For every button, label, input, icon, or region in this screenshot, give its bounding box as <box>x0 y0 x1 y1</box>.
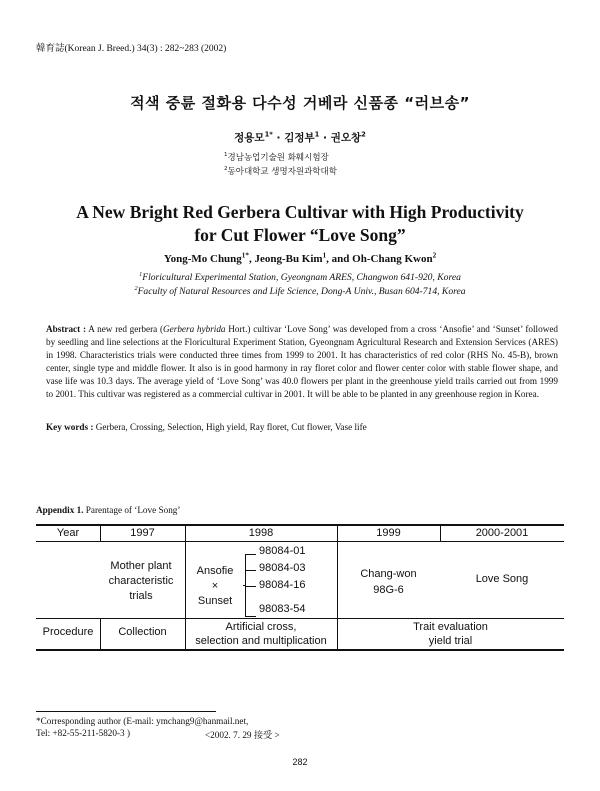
header-year: Year <box>56 527 80 539</box>
procedure-label: Procedure <box>42 626 94 638</box>
parent-ansofie: Ansofie <box>196 565 234 577</box>
bracket-tick <box>245 586 256 587</box>
header-1997: 1997 <box>130 527 155 539</box>
english-affiliation-1 <box>0 272 600 283</box>
header-2000-2001: 2000-2001 <box>475 527 529 539</box>
english-author-name: Jeong-Bu Kim <box>254 253 323 265</box>
mother-plant-trials <box>98 559 184 604</box>
author-separator: , <box>248 253 255 265</box>
affiliation-superscript: 1 <box>139 270 143 278</box>
selection-line: 98084-03 <box>259 562 306 574</box>
table-row-rule <box>36 618 564 619</box>
selection-line: 98084-16 <box>259 579 306 591</box>
bracket-tick <box>245 616 256 617</box>
author-superscript: 1 <box>314 130 320 139</box>
affiliation-text: Floricultural Experimental Station, Gyeongnam ARES, Changwon 641-920, Korea <box>142 272 461 283</box>
page-number: 282 <box>292 757 308 767</box>
parent-cross <box>189 564 241 609</box>
appendix-label: Appendix 1. <box>36 505 84 515</box>
affiliation-text: 동아대학교 생명자원과학대학 <box>227 167 337 177</box>
bracket-tick <box>245 570 256 571</box>
cross-symbol: × <box>211 580 219 592</box>
header-1999: 1999 <box>376 527 401 539</box>
author-superscript: 1* <box>241 251 249 260</box>
mother-line-3: trials <box>129 590 153 602</box>
abstract-text-continued: Hort.) cultivar ‘Love Song’ was developed from a cross ‘Ansofie’ and ‘Sunset’ followed by seedling and line selections at the Floricultural Experiment Station, Gyeongnam Agricultural Research and Extension Services (ARES) in 1998. Characteristics trials were conducted three times from 1999 to 2001. It has characteristics of red color (RHS No. 45-B), brown center, single type and middle flower. It also is in good harmony in ray floret color and flower center color with stable flower shape, and vase life was 10.3 days. The average yield of ‘Love Song’ was 40.0 flowers per plant in the greenhouse yield trails carried out from 1999 to 2001. This cultivar was registered as a commercial cultivar in 2001. It will be able to be planted in any greenhouse region in Korea. <box>46 324 559 399</box>
keywords <box>46 422 558 432</box>
selected-line-2: 98G-6 <box>373 584 404 596</box>
parent-sunset: Sunset <box>197 595 233 607</box>
appendix-caption-text: Parentage of ‘Love Song’ <box>83 505 181 515</box>
procedure-trait-evaluation <box>337 620 564 648</box>
procedure-trait-line-1: Trait evaluation <box>413 621 488 633</box>
procedure-trait-line-2: yield trial <box>428 635 473 647</box>
korean-author-name: 김정부 <box>284 132 315 144</box>
affiliation-superscript: 2 <box>224 166 228 173</box>
species-name: Gerbera hybrida <box>163 324 226 334</box>
received-date: <2002. 7. 29 接受 > <box>205 730 280 740</box>
parentage-table <box>36 524 564 650</box>
table-top-rule <box>36 524 564 526</box>
affiliation-superscript: 2 <box>134 284 138 292</box>
procedure-cross-line-2: selection and multiplication <box>195 635 327 647</box>
korean-author-name: 권오창 <box>330 132 362 144</box>
journal-citation: 韓育誌(Korean J. Breed.) 34(3) : 282~283 (2002) <box>36 44 227 54</box>
abstract-label: Abstract : <box>46 324 87 334</box>
english-title <box>0 201 600 247</box>
english-title-line-1: A New Bright Red Gerbera Cultivar with High Productivity <box>76 202 524 222</box>
mother-line-2: characteristic <box>108 575 174 587</box>
keywords-text: Gerbera, Crossing, Selection, High yield, Ray floret, Cut flower, Vase life <box>93 422 367 432</box>
author-separator: · <box>319 132 331 144</box>
procedure-cross-line-1: Artificial cross, <box>225 621 297 633</box>
korean-authors <box>0 130 600 145</box>
footnote-rule <box>36 711 216 712</box>
affiliation-text: 경남농업기술원 화훼시험장 <box>227 153 329 163</box>
selected-line <box>337 566 440 598</box>
mother-line-1: Mother plant <box>110 560 172 572</box>
english-authors <box>0 253 600 265</box>
korean-author-name: 정용모 <box>234 132 265 144</box>
affiliation-superscript: 1 <box>224 152 228 159</box>
selection-line: 98084-01 <box>259 545 306 557</box>
english-author-name: Yong-Mo Chung <box>163 253 242 265</box>
cultivar-result: Love Song <box>475 573 529 585</box>
author-separator: · <box>272 132 285 144</box>
korean-title: 적색 중륜 절화용 다수성 거베라 신품종 “러브송” <box>130 94 470 112</box>
korean-affiliation-1 <box>224 151 329 163</box>
abstract <box>46 323 558 401</box>
appendix-caption <box>36 505 180 515</box>
selected-line-1: Chang-won <box>360 568 417 580</box>
author-superscript: 1 <box>322 251 327 260</box>
bracket-tick <box>245 554 256 555</box>
table-header-rule <box>36 541 564 542</box>
affiliation-text: Faculty of Natural Resources and Life Science, Dong-A Univ., Busan 604-714, Korea <box>137 286 466 297</box>
author-separator: , and <box>326 253 353 265</box>
header-1998: 1998 <box>248 527 274 539</box>
english-affiliation-2 <box>0 286 600 297</box>
selection-line: 98083-54 <box>259 603 306 615</box>
author-superscript: 1* <box>264 130 273 139</box>
english-title-line-2: for Cut Flower “Love Song” <box>194 225 406 245</box>
english-author-name: Oh-Chang Kwon <box>352 253 433 265</box>
footnote-line-1: *Corresponding author (E-mail: ymchang9@hanmail.net, <box>36 716 249 726</box>
procedure-cross-selection <box>185 620 337 648</box>
procedure-collection: Collection <box>118 626 167 638</box>
keywords-label: Key words : <box>46 422 94 432</box>
footnote-line-2: Tel: +82-55-211-5820-3 ) <box>36 728 131 738</box>
author-superscript: 2 <box>361 130 366 139</box>
abstract-text: A new red gerbera ( <box>86 324 164 334</box>
table-bottom-rule <box>36 649 564 651</box>
author-superscript: 2 <box>432 251 437 260</box>
korean-affiliation-2 <box>224 165 337 177</box>
